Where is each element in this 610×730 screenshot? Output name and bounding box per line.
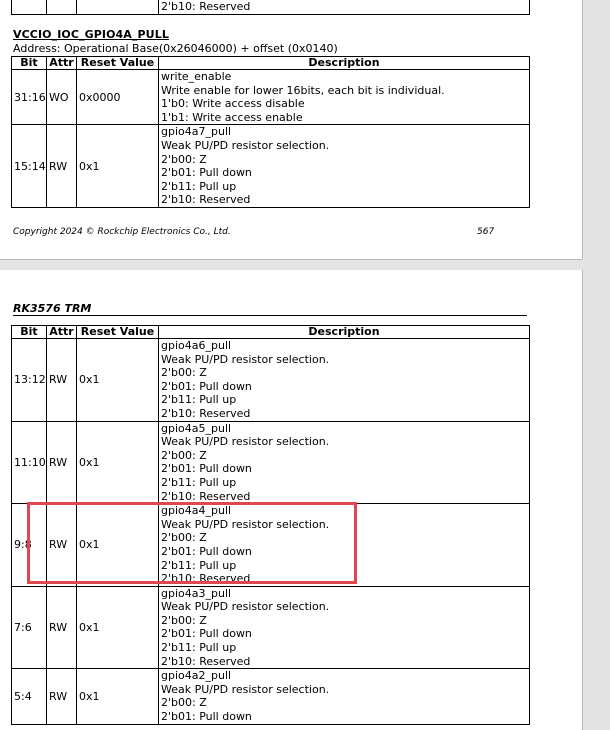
bit-cell: 9:8 xyxy=(12,504,47,587)
bit-cell: 11:10 xyxy=(12,421,47,504)
table-row xyxy=(12,669,530,724)
desc-line: 2'b00: Z xyxy=(161,366,207,380)
reset-value-cell: 0x1 xyxy=(77,504,159,587)
desc-line: Weak PU/PD resistor selection. xyxy=(161,517,330,531)
table-row xyxy=(12,421,530,504)
desc-line: 2'b00: Z xyxy=(161,152,207,166)
document-page-568 xyxy=(0,270,582,730)
field-name: gpio4a3_pull xyxy=(161,586,232,600)
desc-line: Weak PU/PD resistor selection. xyxy=(161,600,330,614)
desc-line: 2'b10: Reserved xyxy=(161,489,251,503)
desc-line: 2'b01: Pull down xyxy=(161,544,252,558)
reset-value-cell: 0x1 xyxy=(77,125,159,208)
table-row xyxy=(12,504,530,587)
desc-line: 2'b00: Z xyxy=(161,613,207,627)
description-cell xyxy=(159,421,530,504)
table-row xyxy=(12,586,530,669)
reset-value-cell: 0x1 xyxy=(77,669,159,724)
page-header-title: RK3576 TRM xyxy=(13,302,92,315)
desc-line: Weak PU/PD resistor selection. xyxy=(161,682,330,696)
desc-line: 2'b10: Reserved xyxy=(161,406,251,420)
description-cell xyxy=(159,586,530,669)
reset-value-cell: 0x0000 xyxy=(77,70,159,125)
attr-cell: RW xyxy=(47,339,77,422)
col-header-attr: Attr xyxy=(47,326,77,339)
desc-line: 2'b00: Z xyxy=(161,531,207,545)
desc-line: Weak PU/PD resistor selection. xyxy=(161,138,330,152)
reset-value-cell: 0x1 xyxy=(77,586,159,669)
field-name: gpio4a2_pull xyxy=(161,669,232,683)
field-name: gpio4a4_pull xyxy=(161,504,232,518)
previous-register-table-tail xyxy=(11,0,530,15)
col-header-reset: Reset Value xyxy=(77,57,159,70)
table-row xyxy=(12,70,530,125)
description-cell xyxy=(159,669,530,724)
desc-line: 2'b11: Pull up xyxy=(161,179,237,193)
header-divider xyxy=(13,315,527,316)
attr-cell: RW xyxy=(47,669,77,724)
desc-line: Weak PU/PD resistor selection. xyxy=(161,352,330,366)
description-cell xyxy=(159,125,530,208)
col-header-description: Description xyxy=(159,57,530,70)
field-name: gpio4a7_pull xyxy=(161,125,232,139)
description-cell xyxy=(159,504,530,587)
table-row xyxy=(12,339,530,422)
table-row xyxy=(12,125,530,208)
field-name: write_enable xyxy=(161,70,232,83)
desc-line: 2'b01: Pull down xyxy=(161,710,252,724)
desc-line: 2'b01: Pull down xyxy=(161,379,252,393)
register-rows xyxy=(12,70,530,208)
field-name: gpio4a5_pull xyxy=(161,421,232,435)
col-header-bit: Bit xyxy=(12,326,47,339)
bit-cell: 7:6 xyxy=(12,586,47,669)
bit-cell: 15:14 xyxy=(12,125,47,208)
desc-line: 2'b11: Pull up xyxy=(161,641,237,655)
register-rows xyxy=(12,339,530,725)
desc-line: 2'b10: Reserved xyxy=(161,0,251,14)
attr-cell: RW xyxy=(47,586,77,669)
description-cell xyxy=(159,339,530,422)
col-header-attr: Attr xyxy=(47,57,77,70)
col-header-bit: Bit xyxy=(12,57,47,70)
desc-line: 2'b01: Pull down xyxy=(161,166,252,180)
reset-value-cell: 0x1 xyxy=(77,421,159,504)
desc-line: 2'b00: Z xyxy=(161,696,207,710)
attr-cell: WO xyxy=(47,70,77,125)
desc-line: 1'b1: Write access enable xyxy=(161,110,303,124)
bit-cell: 31:16 xyxy=(12,70,47,125)
desc-line: 2'b10: Reserved xyxy=(161,654,251,668)
desc-line: 2'b01: Pull down xyxy=(161,627,252,641)
attr-cell: RW xyxy=(47,421,77,504)
desc-line: 2'b00: Z xyxy=(161,448,207,462)
desc-line: 2'b11: Pull up xyxy=(161,393,237,407)
reset-value-cell: 0x1 xyxy=(77,339,159,422)
desc-line: 2'b01: Pull down xyxy=(161,462,252,476)
desc-line: 2'b10: Reserved xyxy=(161,193,251,207)
col-header-reset: Reset Value xyxy=(77,326,159,339)
description-cell xyxy=(159,70,530,125)
bit-cell: 5:4 xyxy=(12,669,47,724)
desc-line: Weak PU/PD resistor selection. xyxy=(161,435,330,449)
register-bit-table xyxy=(11,56,530,208)
desc-line: 2'b11: Pull up xyxy=(161,558,237,572)
desc-line: 2'b11: Pull up xyxy=(161,475,237,489)
register-address: Address: Operational Base(0x26046000) + offset (0x0140) xyxy=(13,42,338,55)
register-bit-table-continued xyxy=(11,325,530,725)
bit-cell: 13:12 xyxy=(12,339,47,422)
desc-line: Write enable for lower 16bits, each bit is individual. xyxy=(161,83,445,97)
desc-line: 2'b10: Reserved xyxy=(161,572,251,586)
attr-cell: RW xyxy=(47,504,77,587)
footer-page-number: 567 xyxy=(477,227,495,237)
document-page-567 xyxy=(0,0,582,259)
footer-copyright: Copyright 2024 © Rockchip Electronics Co., Ltd. xyxy=(13,227,231,237)
register-title: VCCIO_IOC_GPIO4A_PULL xyxy=(13,28,169,41)
attr-cell: RW xyxy=(47,125,77,208)
desc-line: 1'b0: Write access disable xyxy=(161,97,305,111)
col-header-description: Description xyxy=(159,326,530,339)
field-name: gpio4a6_pull xyxy=(161,339,232,352)
